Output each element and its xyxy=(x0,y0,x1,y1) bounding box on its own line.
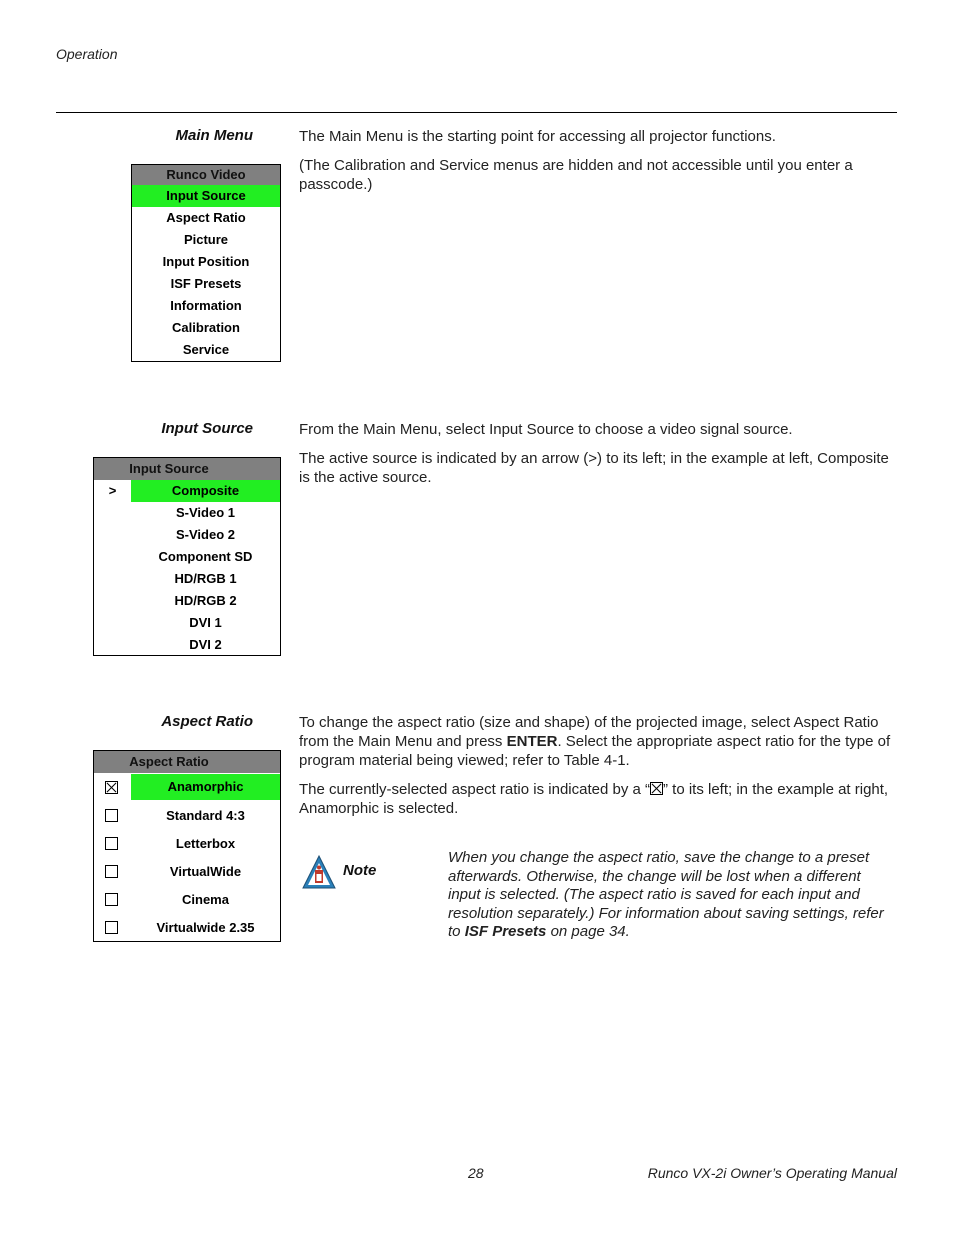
header-rule xyxy=(56,112,897,113)
osd-item-cinema: Cinema xyxy=(94,886,280,914)
empty-box-icon xyxy=(105,837,118,850)
osd-item-isf-presets: ISF Presets xyxy=(170,276,242,291)
osd-item-hd-rgb-2: HD/RGB 2 xyxy=(174,593,237,608)
empty-box-icon xyxy=(105,893,118,906)
active-arrow: > xyxy=(108,483,117,498)
osd-title: Aspect Ratio xyxy=(94,751,280,773)
osd-item-s-video-1: S-Video 1 xyxy=(175,505,235,520)
empty-box-icon xyxy=(105,809,118,822)
main-menu-osd xyxy=(131,164,281,362)
osd-item-service: Service xyxy=(182,342,230,357)
main-menu-para-2: (The Calibration and Service menus are hidden and not accessible until you enter a passcode.) xyxy=(299,157,853,193)
osd-title: Input Source xyxy=(94,458,280,480)
checked-box-icon xyxy=(105,781,118,794)
aspect-ratio-heading: Aspect Ratio xyxy=(161,713,253,730)
osd-item-calibration: Calibration xyxy=(172,320,240,335)
osd-title: Runco Video xyxy=(132,165,280,185)
osd-item-s-video-2: S-Video 2 xyxy=(175,527,235,542)
input-source-para-1: From the Main Menu, select Input Source to choose a video signal source. xyxy=(299,421,793,438)
input-source-para-2: The active source is indicated by an arrow (>) to its left; in the example at left, Composite is the active source. xyxy=(299,450,889,486)
input-source-heading: Input Source xyxy=(161,420,253,437)
input-source-osd xyxy=(93,457,281,656)
osd-item-anamorphic: Anamorphic xyxy=(94,774,280,802)
osd-item-input-source: Input Source xyxy=(132,185,280,207)
osd-item-hd-rgb-1: HD/RGB 1 xyxy=(174,571,237,586)
main-menu-para-1: The Main Menu is the starting point for accessing all projector functions. xyxy=(299,128,776,145)
aspect-ratio-osd xyxy=(93,750,281,942)
osd-item-information: Information xyxy=(170,298,242,313)
osd-item-input-position: Input Position xyxy=(162,254,250,269)
osd-item-virtualwide: VirtualWide xyxy=(94,858,280,886)
osd-item-composite: > Composite xyxy=(94,480,280,502)
aspect-ratio-para-1: To change the aspect ratio (size and shape) of the projected image, select Aspect Ratio from the Main Menu and press ENTER. Select the appropriate aspect ratio for the type of program material being viewed; refer to Table 4-1. xyxy=(299,714,891,769)
checked-box-icon xyxy=(650,782,663,795)
note-text: When you change the aspect ratio, save the change to a preset afterwards. Otherwise, the change will be lost when a different input is selected. (The aspect ratio is saved for each input and resolution separately.) For information about saving settings, refer to ISF Presets on page 34. xyxy=(448,849,884,940)
osd-item-standard-4-3: Standard 4:3 xyxy=(94,802,280,830)
osd-item-dvi-1: DVI 1 xyxy=(189,615,222,630)
osd-item-letterbox: Letterbox xyxy=(94,830,280,858)
manual-title: Runco VX-2i Owner’s Operating Manual xyxy=(647,1165,897,1181)
aspect-ratio-para-2: The currently-selected aspect ratio is indicated by a “ ” to its left; in the example at right, Anamorphic is selected. xyxy=(299,781,889,817)
osd-item-dvi-2: DVI 2 xyxy=(189,637,222,652)
note-warning-icon xyxy=(302,855,336,889)
empty-box-icon xyxy=(105,921,118,934)
osd-item-aspect-ratio: Aspect Ratio xyxy=(166,210,246,225)
main-menu-heading: Main Menu xyxy=(175,127,253,144)
empty-box-icon xyxy=(105,865,118,878)
running-header: Operation xyxy=(56,46,118,62)
osd-item-component-sd: Component SD xyxy=(158,549,253,564)
osd-item-picture: Picture xyxy=(183,232,229,247)
osd-item-virtualwide-2-35: Virtualwide 2.35 xyxy=(94,914,280,942)
page-number: 28 xyxy=(468,1165,484,1181)
note-label: Note xyxy=(343,862,377,879)
